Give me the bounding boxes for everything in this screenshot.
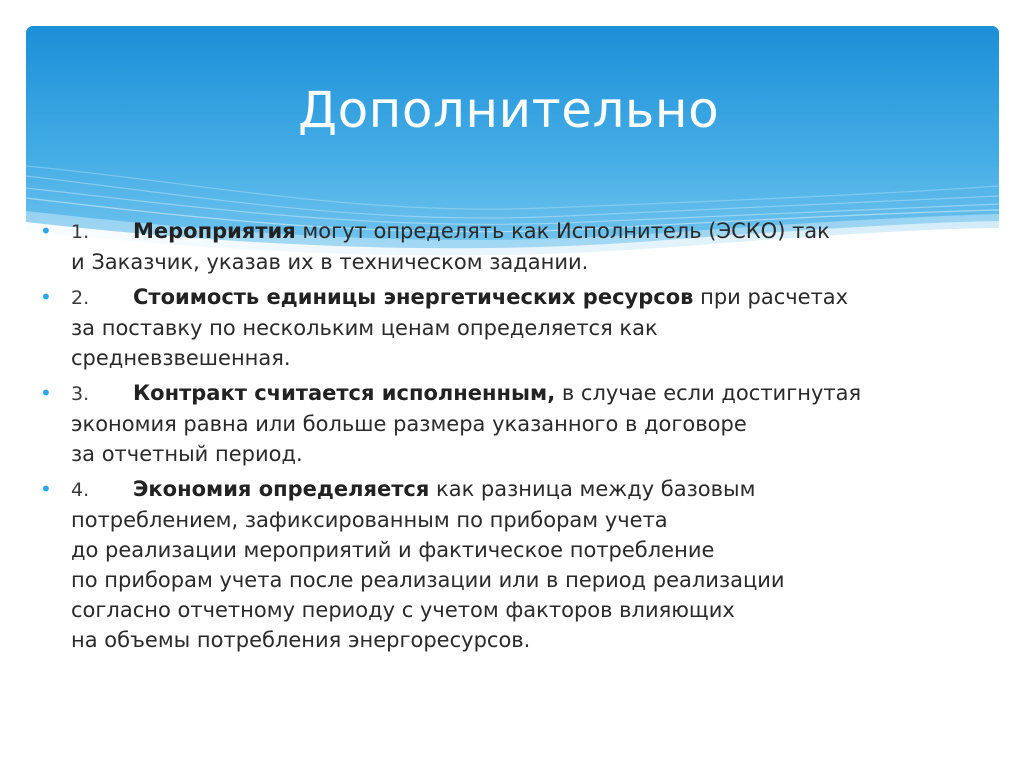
list-item	[38, 282, 978, 373]
item-bold-term: Мероприятия	[133, 219, 296, 243]
item-number: 4.	[71, 479, 90, 501]
item-number: 2.	[71, 287, 90, 309]
bullet-icon: •	[40, 219, 52, 243]
item-text-line: до реализации мероприятий и фактическое потребление	[71, 538, 715, 562]
item-text-line: как разница между базовым	[436, 477, 756, 501]
item-text-line: средневзвешенная.	[71, 346, 291, 370]
slide-title: Дополнительно	[298, 81, 720, 139]
list-item	[38, 474, 978, 655]
item-text-line: согласно отчетному периоду с учетом факторов влияющих	[71, 598, 735, 622]
item-text-line: за поставку по нескольким ценам определяется как	[71, 316, 658, 340]
item-number: 1.	[71, 221, 90, 243]
list-item	[38, 378, 978, 469]
item-text-line: экономия равна или больше размера указанного в договоре	[71, 412, 747, 436]
item-text-line: могут определять как Исполнитель (ЭСКО) так	[302, 219, 830, 243]
item-bold-term: Экономия определяется	[133, 477, 430, 501]
list-item	[38, 216, 978, 277]
item-bold-term: Контракт считается исполненным,	[133, 381, 556, 405]
item-number: 3.	[71, 383, 90, 405]
bullet-icon: •	[40, 285, 52, 309]
item-text-line: по приборам учета после реализации или в период реализации	[71, 568, 785, 592]
item-text-line: за отчетный период.	[71, 442, 303, 466]
bullet-icon: •	[40, 381, 52, 405]
item-text-line: потреблением, зафиксированным по приборам учета	[71, 508, 668, 532]
bullet-icon: •	[40, 477, 52, 501]
item-bold-term: Стоимость единицы энергетических ресурсов	[133, 285, 694, 309]
item-text-line: при расчетах	[700, 285, 849, 309]
item-text-line: и Заказчик, указав их в техническом задании.	[71, 250, 589, 274]
item-text-line: на объемы потребления энергоресурсов.	[71, 628, 531, 652]
item-text-line: в случае если достигнутая	[561, 381, 862, 405]
bullet-list	[38, 216, 978, 660]
